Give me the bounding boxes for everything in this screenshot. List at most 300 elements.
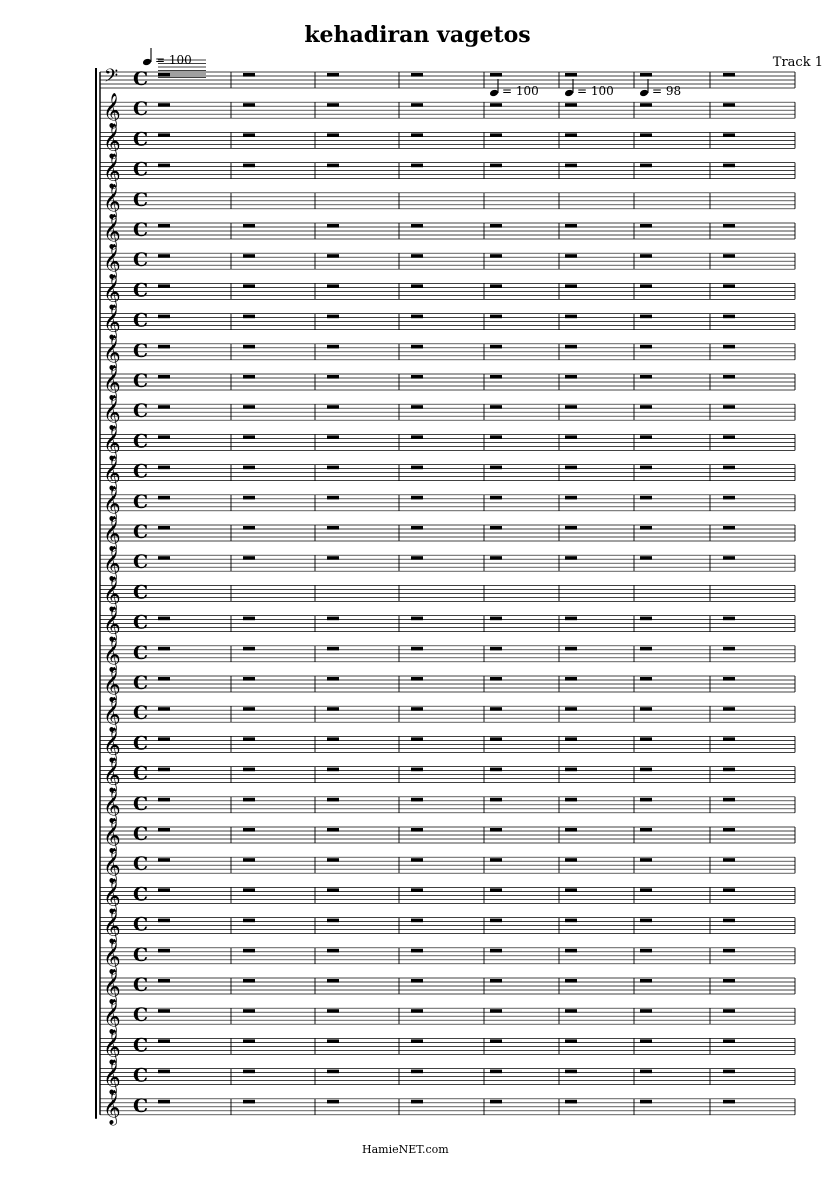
whole-rest bbox=[243, 345, 255, 349]
whole-rest bbox=[411, 435, 423, 439]
whole-rest bbox=[243, 284, 255, 288]
whole-rest bbox=[411, 254, 423, 258]
whole-rest bbox=[327, 526, 339, 530]
whole-rest bbox=[640, 768, 652, 772]
treble-clef-icon: 𝄞 bbox=[103, 969, 121, 1004]
treble-clef-icon: 𝄞 bbox=[103, 818, 121, 853]
whole-rest bbox=[243, 949, 255, 953]
whole-rest bbox=[158, 375, 170, 379]
staff bbox=[100, 818, 795, 854]
time-signature: C bbox=[133, 98, 149, 121]
whole-rest bbox=[640, 345, 652, 349]
whole-rest bbox=[327, 375, 339, 379]
whole-rest bbox=[723, 979, 735, 983]
staff bbox=[100, 878, 795, 914]
treble-clef-icon: 𝄞 bbox=[103, 274, 121, 310]
whole-rest bbox=[723, 858, 735, 862]
whole-rest bbox=[327, 798, 339, 802]
whole-rest bbox=[565, 164, 577, 168]
whole-rest bbox=[490, 103, 502, 107]
treble-clef-icon: 𝄞 bbox=[103, 546, 121, 582]
staff bbox=[100, 93, 795, 129]
treble-clef-icon: 𝄞 bbox=[103, 485, 121, 521]
whole-rest bbox=[158, 73, 170, 77]
staff bbox=[100, 909, 795, 945]
whole-rest bbox=[327, 768, 339, 772]
whole-rest bbox=[327, 919, 339, 923]
tempo-value: = 100 bbox=[502, 84, 539, 98]
treble-clef-icon: 𝄞 bbox=[103, 938, 121, 974]
whole-rest bbox=[723, 798, 735, 802]
whole-rest bbox=[723, 345, 735, 349]
whole-rest bbox=[640, 284, 652, 288]
whole-rest bbox=[565, 858, 577, 862]
whole-rest bbox=[327, 1100, 339, 1104]
whole-rest bbox=[327, 466, 339, 470]
whole-rest bbox=[411, 73, 423, 77]
whole-rest bbox=[411, 677, 423, 681]
whole-rest bbox=[411, 224, 423, 228]
whole-rest bbox=[411, 979, 423, 983]
whole-rest bbox=[327, 828, 339, 832]
whole-rest bbox=[158, 858, 170, 862]
whole-rest bbox=[723, 1039, 735, 1043]
treble-clef-icon: 𝄞 bbox=[103, 1029, 121, 1065]
treble-clef-icon: 𝄞 bbox=[103, 455, 121, 491]
whole-rest bbox=[490, 466, 502, 470]
whole-rest bbox=[411, 1039, 423, 1043]
whole-rest bbox=[158, 828, 170, 832]
whole-rest bbox=[158, 103, 170, 107]
time-signature: C bbox=[133, 460, 149, 483]
whole-rest bbox=[327, 103, 339, 107]
whole-rest bbox=[327, 979, 339, 983]
time-signature: C bbox=[133, 702, 149, 725]
time-signature: C bbox=[133, 370, 149, 392]
whole-rest bbox=[723, 919, 735, 923]
whole-rest bbox=[411, 496, 423, 500]
whole-rest bbox=[411, 737, 423, 741]
whole-rest bbox=[158, 405, 170, 409]
whole-rest bbox=[723, 526, 735, 530]
whole-rest bbox=[490, 1070, 502, 1074]
whole-rest bbox=[158, 647, 170, 651]
whole-rest bbox=[490, 858, 502, 862]
whole-rest bbox=[158, 1070, 170, 1074]
whole-rest bbox=[327, 254, 339, 258]
time-signature: C bbox=[133, 128, 149, 151]
staff bbox=[100, 576, 795, 612]
whole-rest bbox=[243, 647, 255, 651]
treble-clef-icon: 𝄞 bbox=[103, 334, 121, 370]
staff bbox=[100, 66, 795, 91]
whole-rest bbox=[411, 556, 423, 560]
whole-rest bbox=[565, 254, 577, 258]
whole-rest bbox=[490, 73, 502, 77]
whole-rest bbox=[327, 707, 339, 711]
whole-rest bbox=[243, 496, 255, 500]
whole-rest bbox=[640, 1070, 652, 1074]
treble-clef-icon: 𝄞 bbox=[103, 516, 121, 551]
whole-rest bbox=[565, 375, 577, 379]
whole-rest bbox=[243, 103, 255, 107]
whole-rest bbox=[640, 556, 652, 560]
whole-rest bbox=[565, 707, 577, 711]
whole-rest bbox=[243, 466, 255, 470]
whole-rest bbox=[158, 315, 170, 319]
whole-rest bbox=[490, 949, 502, 953]
whole-rest bbox=[640, 737, 652, 741]
treble-clef-icon: 𝄞 bbox=[103, 697, 121, 733]
whole-rest bbox=[640, 647, 652, 651]
whole-rest bbox=[243, 315, 255, 319]
whole-rest bbox=[723, 284, 735, 288]
whole-rest bbox=[565, 888, 577, 892]
treble-clef-icon: 𝄞 bbox=[103, 727, 121, 763]
whole-rest bbox=[327, 496, 339, 500]
whole-rest bbox=[490, 405, 502, 409]
time-signature: C bbox=[133, 430, 149, 453]
whole-rest bbox=[243, 707, 255, 711]
time-signature: C bbox=[133, 883, 149, 906]
whole-rest bbox=[565, 919, 577, 923]
whole-rest bbox=[723, 103, 735, 107]
whole-rest bbox=[490, 798, 502, 802]
whole-rest bbox=[565, 315, 577, 319]
treble-clef-icon: 𝄞 bbox=[103, 787, 121, 823]
whole-rest bbox=[723, 647, 735, 651]
staff bbox=[100, 1060, 795, 1096]
staff bbox=[100, 365, 795, 401]
whole-rest bbox=[158, 556, 170, 560]
whole-rest bbox=[723, 949, 735, 953]
whole-rest bbox=[640, 798, 652, 802]
staff bbox=[100, 637, 795, 673]
whole-rest bbox=[327, 224, 339, 228]
tempo-mark bbox=[489, 79, 539, 98]
time-signature: C bbox=[133, 309, 149, 332]
whole-rest bbox=[565, 133, 577, 137]
staff bbox=[100, 214, 795, 250]
whole-rest bbox=[490, 1039, 502, 1043]
time-signature: C bbox=[133, 1034, 149, 1057]
treble-clef-icon: 𝄞 bbox=[103, 425, 121, 461]
staff bbox=[100, 305, 795, 341]
whole-rest bbox=[723, 828, 735, 832]
treble-clef-icon: 𝄞 bbox=[103, 244, 121, 280]
whole-rest bbox=[243, 828, 255, 832]
time-signature: C bbox=[133, 641, 149, 664]
bass-clef-icon: 𝄢 bbox=[104, 66, 119, 91]
whole-rest bbox=[411, 315, 423, 319]
time-signature: C bbox=[133, 762, 149, 785]
time-signature: C bbox=[133, 792, 149, 815]
whole-rest bbox=[411, 949, 423, 953]
whole-rest bbox=[490, 133, 502, 137]
whole-rest bbox=[158, 224, 170, 228]
whole-rest bbox=[565, 224, 577, 228]
whole-rest bbox=[411, 375, 423, 379]
time-signature: C bbox=[133, 853, 149, 876]
whole-rest bbox=[640, 1039, 652, 1043]
whole-rest bbox=[723, 496, 735, 500]
staff bbox=[100, 848, 795, 884]
treble-clef-icon: 𝄞 bbox=[103, 214, 121, 249]
staff bbox=[100, 1029, 795, 1065]
whole-rest bbox=[565, 556, 577, 560]
tempo-mark bbox=[639, 79, 681, 98]
whole-rest bbox=[490, 1100, 502, 1104]
treble-clef-icon: 𝄞 bbox=[103, 153, 121, 189]
whole-rest bbox=[411, 1009, 423, 1013]
whole-rest bbox=[723, 435, 735, 439]
whole-rest bbox=[158, 466, 170, 470]
whole-rest bbox=[565, 647, 577, 651]
whole-rest bbox=[158, 526, 170, 530]
whole-rest bbox=[243, 737, 255, 741]
whole-rest bbox=[640, 466, 652, 470]
whole-rest bbox=[327, 1039, 339, 1043]
staff bbox=[100, 154, 795, 190]
whole-rest bbox=[158, 949, 170, 953]
time-signature: C bbox=[133, 732, 149, 755]
whole-rest bbox=[565, 435, 577, 439]
whole-rest bbox=[327, 133, 339, 137]
whole-rest bbox=[327, 677, 339, 681]
whole-rest bbox=[565, 345, 577, 349]
whole-rest bbox=[243, 888, 255, 892]
time-signature: C bbox=[133, 672, 149, 694]
whole-rest bbox=[565, 526, 577, 530]
whole-rest bbox=[490, 1009, 502, 1013]
whole-rest bbox=[490, 224, 502, 228]
whole-rest bbox=[158, 496, 170, 500]
whole-rest bbox=[327, 647, 339, 651]
treble-clef-icon: 𝄞 bbox=[103, 999, 121, 1035]
whole-rest bbox=[723, 164, 735, 168]
treble-clef-icon: 𝄞 bbox=[103, 576, 121, 612]
staff bbox=[100, 1090, 795, 1126]
whole-rest bbox=[640, 888, 652, 892]
whole-rest bbox=[723, 556, 735, 560]
whole-rest bbox=[565, 617, 577, 621]
whole-rest bbox=[640, 164, 652, 168]
whole-rest bbox=[565, 73, 577, 77]
whole-rest bbox=[640, 224, 652, 228]
staff bbox=[100, 274, 795, 310]
staff bbox=[100, 939, 795, 975]
whole-rest bbox=[490, 284, 502, 288]
treble-clef-icon: 𝄞 bbox=[103, 93, 121, 129]
whole-rest bbox=[490, 768, 502, 772]
whole-rest bbox=[723, 1009, 735, 1013]
time-signature: C bbox=[133, 188, 149, 211]
whole-rest bbox=[723, 617, 735, 621]
whole-rest bbox=[723, 73, 735, 77]
whole-rest bbox=[158, 919, 170, 923]
whole-rest bbox=[411, 164, 423, 168]
whole-rest bbox=[490, 617, 502, 621]
whole-rest bbox=[490, 375, 502, 379]
tempo-value: = 100 bbox=[155, 53, 192, 67]
whole-rest bbox=[490, 556, 502, 560]
whole-rest bbox=[723, 315, 735, 319]
staff bbox=[100, 727, 795, 763]
whole-rest bbox=[411, 919, 423, 923]
whole-rest bbox=[327, 435, 339, 439]
whole-rest bbox=[723, 466, 735, 470]
whole-rest bbox=[565, 284, 577, 288]
staff bbox=[100, 969, 795, 1005]
whole-rest bbox=[158, 164, 170, 168]
treble-clef-icon: 𝄞 bbox=[103, 636, 121, 672]
whole-rest bbox=[327, 1009, 339, 1013]
staff bbox=[100, 425, 795, 461]
whole-rest bbox=[565, 1100, 577, 1104]
whole-rest bbox=[327, 949, 339, 953]
whole-rest bbox=[411, 707, 423, 711]
whole-rest bbox=[411, 284, 423, 288]
whole-rest bbox=[723, 375, 735, 379]
whole-rest bbox=[723, 224, 735, 228]
treble-clef-icon: 𝄞 bbox=[103, 1089, 121, 1125]
whole-rest bbox=[640, 405, 652, 409]
whole-rest bbox=[723, 737, 735, 741]
whole-rest bbox=[327, 1070, 339, 1074]
whole-rest bbox=[640, 828, 652, 832]
whole-rest bbox=[243, 435, 255, 439]
whole-rest bbox=[158, 133, 170, 137]
treble-clef-icon: 𝄞 bbox=[103, 183, 121, 219]
whole-rest bbox=[243, 919, 255, 923]
whole-rest bbox=[490, 919, 502, 923]
footer-credit: HamieNET.com bbox=[362, 1143, 449, 1156]
whole-rest bbox=[327, 737, 339, 741]
whole-rest bbox=[640, 315, 652, 319]
whole-rest bbox=[411, 617, 423, 621]
whole-rest bbox=[243, 1100, 255, 1104]
whole-rest bbox=[640, 858, 652, 862]
whole-rest bbox=[565, 979, 577, 983]
whole-rest bbox=[490, 888, 502, 892]
staff bbox=[100, 697, 795, 733]
whole-rest bbox=[411, 888, 423, 892]
whole-rest bbox=[723, 677, 735, 681]
treble-clef-icon: 𝄞 bbox=[103, 878, 121, 914]
whole-rest bbox=[640, 496, 652, 500]
whole-rest bbox=[243, 979, 255, 983]
whole-rest bbox=[243, 164, 255, 168]
whole-rest bbox=[640, 526, 652, 530]
whole-rest bbox=[411, 647, 423, 651]
staff bbox=[100, 335, 795, 371]
whole-rest bbox=[243, 858, 255, 862]
whole-rest bbox=[565, 737, 577, 741]
whole-rest bbox=[723, 768, 735, 772]
whole-rest bbox=[158, 1009, 170, 1013]
whole-rest bbox=[327, 345, 339, 349]
time-signature: C bbox=[133, 1094, 149, 1117]
whole-rest bbox=[327, 858, 339, 862]
whole-rest bbox=[327, 164, 339, 168]
whole-rest bbox=[490, 315, 502, 319]
whole-rest bbox=[411, 768, 423, 772]
whole-rest bbox=[243, 254, 255, 258]
whole-rest bbox=[640, 949, 652, 953]
whole-rest bbox=[411, 858, 423, 862]
whole-rest bbox=[243, 405, 255, 409]
whole-rest bbox=[723, 1100, 735, 1104]
whole-rest bbox=[565, 949, 577, 953]
time-signature: C bbox=[133, 158, 149, 181]
whole-rest bbox=[411, 1070, 423, 1074]
whole-rest bbox=[243, 224, 255, 228]
whole-rest bbox=[243, 556, 255, 560]
whole-rest bbox=[243, 526, 255, 530]
time-signature: C bbox=[133, 611, 149, 634]
whole-rest bbox=[640, 677, 652, 681]
whole-rest bbox=[243, 768, 255, 772]
whole-rest bbox=[640, 919, 652, 923]
whole-rest bbox=[243, 617, 255, 621]
whole-rest bbox=[327, 315, 339, 319]
time-signature: C bbox=[133, 339, 149, 362]
whole-rest bbox=[158, 254, 170, 258]
whole-rest bbox=[640, 133, 652, 137]
whole-rest bbox=[411, 1100, 423, 1104]
whole-rest bbox=[243, 1009, 255, 1013]
time-signature: C bbox=[133, 551, 149, 574]
whole-rest bbox=[327, 888, 339, 892]
time-signature: C bbox=[133, 581, 149, 604]
whole-rest bbox=[565, 1070, 577, 1074]
whole-rest bbox=[411, 405, 423, 409]
whole-rest bbox=[490, 496, 502, 500]
whole-rest bbox=[640, 375, 652, 379]
staff bbox=[100, 395, 795, 431]
whole-rest bbox=[565, 1009, 577, 1013]
treble-clef-icon: 𝄞 bbox=[103, 908, 121, 944]
time-signature: C bbox=[133, 913, 149, 936]
time-signature: C bbox=[133, 823, 149, 845]
whole-rest bbox=[640, 254, 652, 258]
whole-rest bbox=[723, 405, 735, 409]
whole-rest bbox=[243, 73, 255, 77]
treble-clef-icon: 𝄞 bbox=[103, 848, 121, 884]
whole-rest bbox=[158, 435, 170, 439]
whole-rest bbox=[490, 526, 502, 530]
whole-rest bbox=[158, 1100, 170, 1104]
time-signature: C bbox=[133, 249, 149, 272]
whole-rest bbox=[565, 798, 577, 802]
whole-rest bbox=[490, 164, 502, 168]
staff bbox=[100, 999, 795, 1035]
whole-rest bbox=[490, 828, 502, 832]
whole-rest bbox=[327, 617, 339, 621]
whole-rest bbox=[411, 345, 423, 349]
whole-rest bbox=[158, 707, 170, 711]
whole-rest bbox=[158, 345, 170, 349]
staff bbox=[100, 123, 795, 159]
whole-rest bbox=[723, 133, 735, 137]
time-signature: C bbox=[133, 1004, 149, 1027]
whole-rest bbox=[243, 375, 255, 379]
tempo-value: = 100 bbox=[577, 84, 614, 98]
staff-group bbox=[96, 60, 795, 1126]
whole-rest bbox=[411, 798, 423, 802]
whole-rest bbox=[640, 617, 652, 621]
whole-rest bbox=[158, 737, 170, 741]
